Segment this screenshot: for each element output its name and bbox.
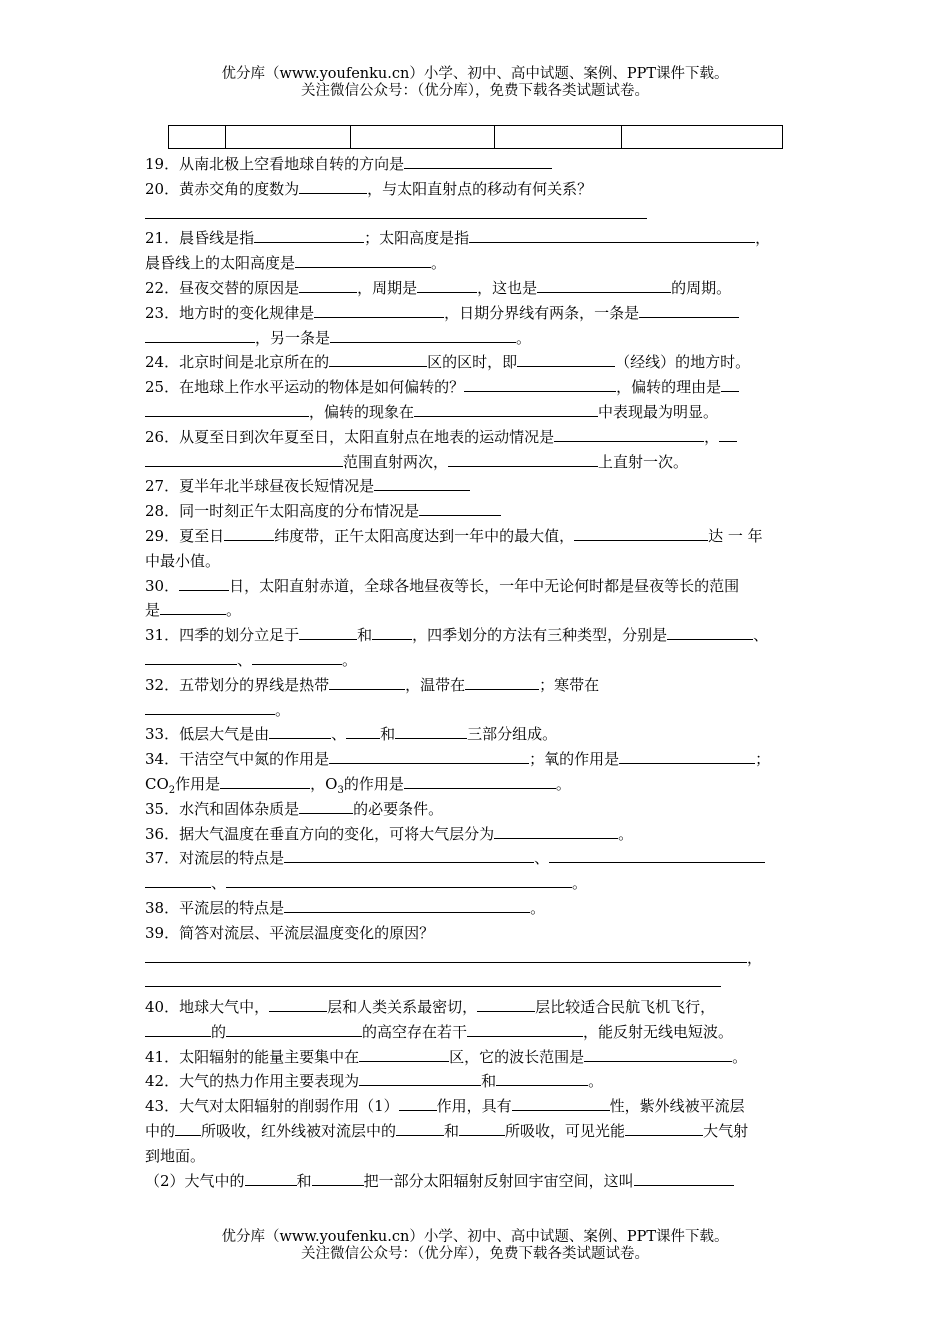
question-text: 三部分组成。 <box>467 725 558 744</box>
answer-blank[interactable] <box>269 997 327 1012</box>
question-text: 。 <box>618 824 634 843</box>
answer-blank[interactable] <box>284 848 534 863</box>
question-text: ； <box>755 750 771 769</box>
question-text: 。 <box>732 1047 748 1066</box>
question-text: 40．地球大气中， <box>145 998 270 1017</box>
answer-blank[interactable] <box>312 1171 364 1186</box>
question-text: 30． <box>145 576 180 595</box>
question-text: 43．大气对太阳辐射的削弱作用（1） <box>145 1097 399 1116</box>
answer-table <box>168 125 783 149</box>
answer-blank[interactable] <box>295 253 431 268</box>
question-text: 的 <box>211 1022 227 1041</box>
answer-blank[interactable] <box>299 278 357 293</box>
table-cell[interactable] <box>495 126 622 149</box>
question-text: 36．据大气温度在垂直方向的变化，可将大气层分为 <box>145 824 495 843</box>
question-26-cont <box>145 450 815 475</box>
question-24 <box>145 350 815 375</box>
table-cell[interactable] <box>169 126 226 149</box>
question-21-cont <box>145 251 815 276</box>
question-text: 29．夏至日 <box>145 526 225 545</box>
question-text: 和 <box>357 626 373 645</box>
question-text: 24．北京时间是北京所在的 <box>145 353 330 372</box>
question-37-cont <box>145 871 815 896</box>
question-text: ；氧的作用是 <box>529 750 620 769</box>
footer-line-2: 关注微信公众号：（优分库），免费下载各类试题试卷。 <box>301 1246 649 1262</box>
question-text: 中表现最为明显。 <box>598 402 719 421</box>
answer-blank[interactable] <box>314 303 444 318</box>
question-text: 。 <box>588 1072 604 1091</box>
answer-blank[interactable] <box>226 1022 362 1037</box>
question-text: 区的区时，即 <box>427 353 518 372</box>
question-text: 22．昼夜交替的原因是 <box>145 278 300 297</box>
question-41 <box>145 1045 815 1070</box>
answer-blank[interactable] <box>512 1096 610 1111</box>
question-30-cont <box>145 598 815 623</box>
question-text: 。 <box>226 601 242 620</box>
question-text: 日，太阳直射赤道，全球各地昼夜等长，一年中无论何时都是昼夜等长的范围 <box>229 576 740 595</box>
question-text: 28．同一时刻正午太阳高度的分布情况是 <box>145 502 420 521</box>
question-text: 38．平流层的特点是 <box>145 898 285 917</box>
question-text: 34．干洁空气中氮的作用是 <box>145 750 330 769</box>
question-35 <box>145 797 815 822</box>
answer-blank[interactable] <box>496 1071 588 1086</box>
question-text: ，偏转的现象在 <box>309 402 415 421</box>
answer-blank[interactable] <box>374 476 470 491</box>
question-list <box>145 152 815 1193</box>
answer-blank[interactable] <box>329 675 405 690</box>
question-text: 范围直射两次， <box>343 452 449 471</box>
question-text: 。 <box>555 774 571 793</box>
answer-blank[interactable] <box>469 228 755 243</box>
question-text: 作用是 <box>175 774 221 793</box>
answer-blank[interactable] <box>477 997 535 1012</box>
question-text: 。 <box>431 254 447 273</box>
question-text: 23．地方时的变化规律是 <box>145 303 315 322</box>
question-text: 性，紫外线被平流层 <box>609 1097 745 1116</box>
question-text: ， <box>704 427 720 446</box>
question-text: 27．夏半年北半球昼夜长短情况是 <box>145 477 375 496</box>
answer-blank[interactable] <box>245 1171 297 1186</box>
question-text: 作用，具有 <box>436 1097 512 1116</box>
answer-blank[interactable] <box>160 600 226 615</box>
answer-blank[interactable] <box>252 650 342 665</box>
question-text: ，另一条是 <box>255 328 331 347</box>
question-text: 26．从夏至日到次年夏至日，太阳直射点在地表的运动情况是 <box>145 427 555 446</box>
answer-blank[interactable] <box>329 352 427 367</box>
answer-blank[interactable] <box>625 1121 703 1136</box>
answer-blank[interactable] <box>330 328 516 343</box>
question-43-part2 <box>145 1169 815 1194</box>
question-text: 和 <box>481 1072 497 1091</box>
question-text: 32．五带划分的界线是热带 <box>145 675 330 694</box>
question-29-cont <box>145 549 815 574</box>
answer-blank[interactable] <box>721 377 739 392</box>
question-40-cont <box>145 1020 815 1045</box>
answer-blank[interactable] <box>414 402 598 417</box>
question-text: 。 <box>530 898 546 917</box>
answer-blank[interactable] <box>494 824 618 839</box>
question-text: 和 <box>380 725 396 744</box>
question-28 <box>145 499 815 524</box>
question-23-cont <box>145 326 815 351</box>
question-text: 晨昏线上的太阳高度是 <box>145 254 296 273</box>
question-text: 所吸收，可见光能 <box>505 1122 626 1141</box>
answer-blank[interactable] <box>145 650 237 665</box>
question-38 <box>145 896 815 921</box>
answer-blank[interactable] <box>404 774 556 789</box>
question-text: ；寒带在 <box>539 675 600 694</box>
header-line-2: 关注微信公众号：（优分库），免费下载各类试题试卷。 <box>301 83 649 99</box>
question-39 <box>145 921 815 946</box>
question-text: 、 <box>753 626 769 645</box>
question-text: （经线）的地方时。 <box>615 353 751 372</box>
answer-blank[interactable] <box>226 873 572 888</box>
answer-blank[interactable] <box>145 402 309 417</box>
question-25 <box>145 375 815 400</box>
question-text: 。 <box>572 874 588 893</box>
question-text: 21．晨昏线是指 <box>145 229 255 248</box>
question-text: 20．黄赤交角的度数为 <box>145 179 300 198</box>
question-text: 把一部分太阳辐射反射回宇宙空间，这叫 <box>363 1171 634 1190</box>
answer-blank[interactable] <box>399 1096 437 1111</box>
question-text: 33．低层大气是由 <box>145 725 270 744</box>
answer-blank[interactable] <box>517 352 615 367</box>
question-text: 是 <box>145 601 161 620</box>
answer-blank[interactable] <box>584 1047 732 1062</box>
question-text: 、 <box>331 725 347 744</box>
answer-blank[interactable] <box>417 278 477 293</box>
answer-blank[interactable] <box>145 972 721 987</box>
question-text: ，能反射无线电短波。 <box>583 1022 734 1041</box>
question-text: 37．对流层的特点是 <box>145 849 285 868</box>
question-42 <box>145 1069 815 1094</box>
question-text: ， <box>747 948 763 967</box>
question-23 <box>145 301 815 326</box>
question-text: （2）大气中的 <box>145 1171 245 1190</box>
question-text: 中最小值。 <box>145 551 221 570</box>
answer-blank[interactable] <box>299 799 353 814</box>
question-25-cont <box>145 400 815 425</box>
answer-blank[interactable] <box>554 427 704 442</box>
answer-line <box>145 946 815 971</box>
answer-blank[interactable] <box>467 1022 583 1037</box>
question-text: 层和人类关系最密切， <box>327 998 478 1017</box>
question-text: 区，它的波长范围是 <box>449 1047 585 1066</box>
question-26 <box>145 425 815 450</box>
question-43-cont <box>145 1144 815 1169</box>
footer-line-1: 优分库（www.youfenku.cn）小学、初中、高中试题、案例、PPT课件下载。 <box>221 1229 729 1245</box>
table-cell[interactable] <box>351 126 495 149</box>
question-text: 25．在地球上作水平运动的物体是如何偏转的？ <box>145 378 465 397</box>
question-text: 的周期。 <box>671 278 732 297</box>
answer-blank[interactable] <box>254 228 364 243</box>
question-text: 35．水汽和固体杂质是 <box>145 799 300 818</box>
answer-blank[interactable] <box>346 724 380 739</box>
answer-blank[interactable] <box>175 1121 201 1136</box>
question-text: 。 <box>275 700 291 719</box>
question-27 <box>145 474 815 499</box>
question-33 <box>145 722 815 747</box>
answer-blank[interactable] <box>459 1121 505 1136</box>
question-34 <box>145 747 815 772</box>
question-text: 和 <box>296 1171 312 1190</box>
table-row <box>169 126 783 149</box>
question-text: 31．四季的划分立足于 <box>145 626 300 645</box>
question-20 <box>145 177 815 202</box>
answer-blank[interactable] <box>464 377 616 392</box>
answer-blank[interactable] <box>145 452 343 467</box>
answer-blank[interactable] <box>549 848 765 863</box>
answer-blank[interactable] <box>299 625 357 640</box>
question-36 <box>145 822 815 847</box>
question-22 <box>145 276 815 301</box>
question-text: 达 一 年 <box>708 526 763 545</box>
answer-blank[interactable] <box>284 898 530 913</box>
question-32 <box>145 673 815 698</box>
answer-blank[interactable] <box>396 1121 444 1136</box>
formula-co2: $CO_2$ <box>145 774 176 796</box>
answer-blank[interactable] <box>639 303 739 318</box>
question-text: ，周期是 <box>357 278 418 297</box>
page-header <box>0 66 950 100</box>
answer-blank[interactable] <box>404 154 552 169</box>
question-19 <box>145 152 815 177</box>
question-text: 中的 <box>145 1122 176 1141</box>
question-37 <box>145 846 815 871</box>
answer-line <box>145 970 815 995</box>
question-text: 的必要条件。 <box>353 799 444 818</box>
answer-blank[interactable] <box>220 774 310 789</box>
question-text: 所吸收，红外线被对流层中的 <box>201 1122 397 1141</box>
answer-blank[interactable] <box>395 724 467 739</box>
question-text: 。 <box>342 650 358 669</box>
answer-blank[interactable] <box>145 204 647 219</box>
answer-blank[interactable] <box>465 675 539 690</box>
answer-blank[interactable] <box>634 1171 734 1186</box>
question-text: 39．简答对流层、平流层温度变化的原因？ <box>145 923 435 942</box>
question-31 <box>145 623 815 648</box>
answer-blank[interactable] <box>419 501 501 516</box>
answer-blank[interactable] <box>448 452 598 467</box>
question-43-cont <box>145 1119 815 1144</box>
question-29 <box>145 524 815 549</box>
answer-blank[interactable] <box>359 1047 449 1062</box>
question-34-cont <box>145 772 815 797</box>
answer-blank[interactable] <box>179 576 229 591</box>
formula-o3: ，$O_3$ <box>310 774 344 796</box>
question-text: 上直射一次。 <box>598 452 689 471</box>
question-text: ，与太阳直射点的移动有何关系？ <box>367 179 593 198</box>
question-text: 的作用是 <box>343 774 404 793</box>
answer-blank[interactable] <box>145 700 275 715</box>
question-text: 和 <box>444 1122 460 1141</box>
answer-line <box>145 202 815 227</box>
answer-blank[interactable] <box>667 625 753 640</box>
question-30 <box>145 574 815 599</box>
header-line-1: 优分库（www.youfenku.cn）小学、初中、高中试题、案例、PPT课件下载。 <box>221 66 729 82</box>
question-text: 19．从南北极上空看地球自转的方向是 <box>145 155 405 173</box>
answer-blank[interactable] <box>145 948 747 963</box>
question-text: ；太阳高度是指 <box>364 229 470 248</box>
answer-blank[interactable] <box>619 749 755 764</box>
question-text: 纬度带，正午太阳高度达到一年中的最大值， <box>274 526 575 545</box>
question-text: ，温带在 <box>405 675 466 694</box>
question-40 <box>145 995 815 1020</box>
page-footer <box>0 1229 950 1263</box>
question-text: 到地面。 <box>145 1146 206 1165</box>
answer-blank[interactable] <box>574 526 708 541</box>
answer-blank[interactable] <box>224 526 274 541</box>
answer-blank[interactable] <box>145 328 255 343</box>
question-text: ，四季划分的方法有三种类型，分别是 <box>412 626 668 645</box>
answer-blank[interactable] <box>145 873 211 888</box>
answer-blank[interactable] <box>145 1022 211 1037</box>
answer-blank[interactable] <box>269 724 331 739</box>
question-text: 、 <box>534 849 550 868</box>
answer-blank[interactable] <box>359 1071 481 1086</box>
question-text: 大气射 <box>703 1122 749 1141</box>
question-21 <box>145 226 815 251</box>
question-text: 42．大气的热力作用主要表现为 <box>145 1072 360 1091</box>
question-32-cont <box>145 698 815 723</box>
question-text: ，偏转的理由是 <box>616 378 722 397</box>
question-text: 。 <box>516 328 532 347</box>
answer-blank[interactable] <box>719 427 737 442</box>
answer-blank[interactable] <box>372 625 412 640</box>
question-text: 、 <box>211 874 227 893</box>
table-cell[interactable] <box>226 126 351 149</box>
question-text: 的高空存在若干 <box>362 1022 468 1041</box>
question-text: 41．太阳辐射的能量主要集中在 <box>145 1047 360 1066</box>
question-text: ， <box>755 229 771 248</box>
answer-blank[interactable] <box>299 179 367 194</box>
question-text: 、 <box>237 650 253 669</box>
question-text: ，日期分界线有两条，一条是 <box>444 303 640 322</box>
answer-blank[interactable] <box>537 278 671 293</box>
question-31-cont <box>145 648 815 673</box>
question-text: ，这也是 <box>477 278 538 297</box>
question-text: 层比较适合民航飞机飞行， <box>535 998 716 1017</box>
table-cell[interactable] <box>622 126 783 149</box>
question-43 <box>145 1094 815 1119</box>
answer-blank[interactable] <box>329 749 529 764</box>
